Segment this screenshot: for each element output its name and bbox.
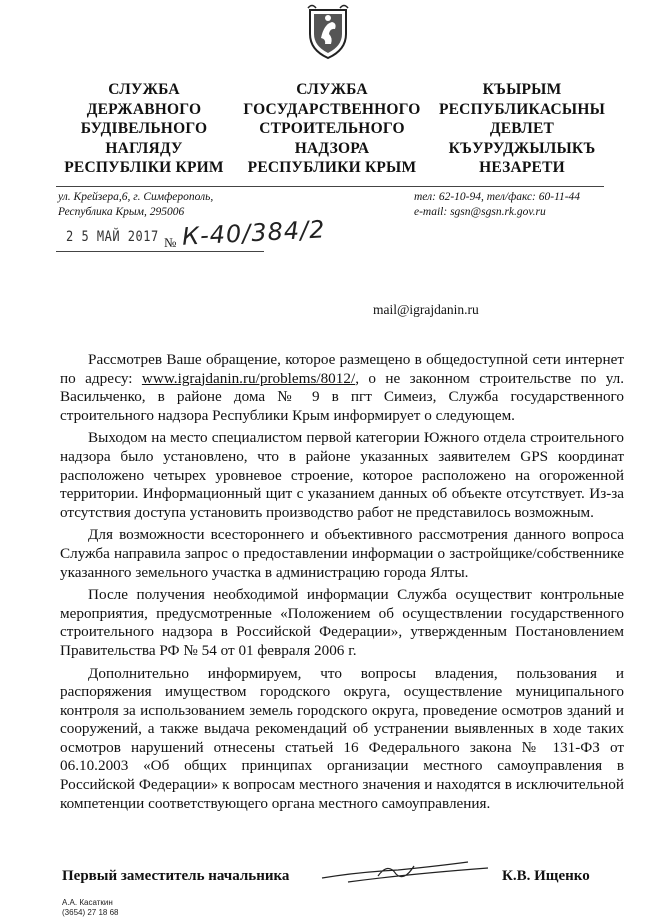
address-line: ул. Крейзера,6, г. Симферополь, [58, 191, 214, 203]
email-line: e-mail: sgsn@sgsn.rk.gov.ru [414, 205, 546, 218]
handwritten-reg-number: К-40/384/2 [181, 215, 327, 251]
header-line: СЛУЖБА [108, 81, 180, 98]
header-line: РЕСПУБЛИКИ КРЫМ [247, 159, 417, 176]
header-line: БУДІВЕЛЬНОГО [80, 120, 208, 137]
registration-line [56, 215, 327, 255]
phone-line: тел: 62-10-94, тел/факс: 60-11-44 [414, 191, 581, 203]
number-sign: № [164, 235, 177, 250]
contact-info [414, 190, 580, 219]
executor-name: А.А. Касаткин [62, 898, 113, 907]
signatory-title: Первый заместитель начальника [62, 868, 290, 884]
signatory-name: К.В. Ищенко [502, 868, 590, 884]
header-line: ГОСУДАРСТВЕННОГО [243, 100, 421, 118]
paragraph-text: Рассмотрев Ваше обращение, которое размещено в общедоступной сети интернет по адресу: [60, 351, 624, 387]
paragraph: После получения необходимой информации Служба осуществит контрольные мероприятия, предусмотренные «Положением об осуществлении государственного строительного надзора в Российской Федерации», утвержденным Постановлением Правительства РФ № 54 от 01 февраля 2006 г. [60, 586, 624, 659]
header-line: КЪУРУДЖЫЛЫКЪ [448, 139, 596, 157]
problem-link[interactable]: www.igrajdanin.ru/problems/8012/ [141, 369, 356, 387]
crimea-coat-of-arms-icon [304, 4, 352, 60]
recipient-email: mail@igrajdanin.ru [373, 302, 479, 317]
paragraph-text: , о не законном строительстве по ул. Васильченко, в районе дома № 9 в пгт Симеиз, Служба государственного строительного надзора Республики Крым информирует о следующем. [60, 369, 625, 424]
header-line: ДЕВЛЕТ [489, 120, 555, 137]
paragraph: Выходом на место специалистом первой категории Южного отдела строительного надзора было установлено, что в районе указанных заявителем GPS координат расположено четырех уровневое строение, которое расположено на огороженной территории. Информационный щит с указанием данных об объекте отсутствует. Из-за отсутствия доступа установить производство работ не представилось возможным. [60, 429, 624, 521]
header-line: КЪЫРЫМ [482, 81, 562, 98]
executor-phone: (3654) 27 18 68 [62, 908, 119, 917]
header-divider [56, 186, 604, 187]
header-line: ДЕРЖАВНОГО [86, 100, 202, 118]
header-line: СЛУЖБА [296, 81, 368, 98]
paragraph: Дополнительно информируем, что вопросы владения, пользования и распоряжения имуществом городского округа, осуществление муниципального контроля за использованием земель городского округа, проведение осмотров зданий и сооружений, а также выдача рекомендаций об устранении выявленных в ходе таких осмотров нарушений отнесены статьей 16 Федерального закона № 131-ФЗ от 06.10.2003 «Об общих принципах организации местного самоуправления в Российской Федерации» к вопросам местного значения и находятся в исключительной компетенции соответствующего органа местного самоуправления. [60, 664, 624, 812]
date-stamp: 2 5 МАЙ 2017 [66, 227, 159, 245]
header-line: НАГЛЯДУ [105, 139, 183, 157]
executor-info [62, 898, 119, 918]
header-line: РЕСПУБЛІКИ КРИМ [64, 159, 224, 176]
header-ukrainian [44, 80, 244, 178]
paragraph: Для возможности всестороннего и объективного рассмотрения данного вопроса Служба направила запрос о предоставлении информации о застройщике/собственнике указанного земельного участка в администрацию города Ялты. [60, 526, 624, 581]
header-crimean-tatar [422, 80, 622, 178]
header-line: РЕСПУБЛИКАСЫНЫ [438, 100, 606, 118]
postal-address [58, 190, 213, 219]
address-line: Республика Крым, 295006 [58, 205, 185, 218]
registration-underline [56, 251, 264, 252]
header-line: НАДЗОРА [294, 139, 370, 157]
header-line: СТРОИТЕЛЬНОГО [259, 120, 405, 137]
letter-body [60, 351, 624, 817]
header-russian [232, 80, 432, 178]
paragraph [60, 351, 624, 425]
handwritten-signature [318, 852, 498, 888]
header-line: НЕЗАРЕТИ [479, 159, 565, 176]
